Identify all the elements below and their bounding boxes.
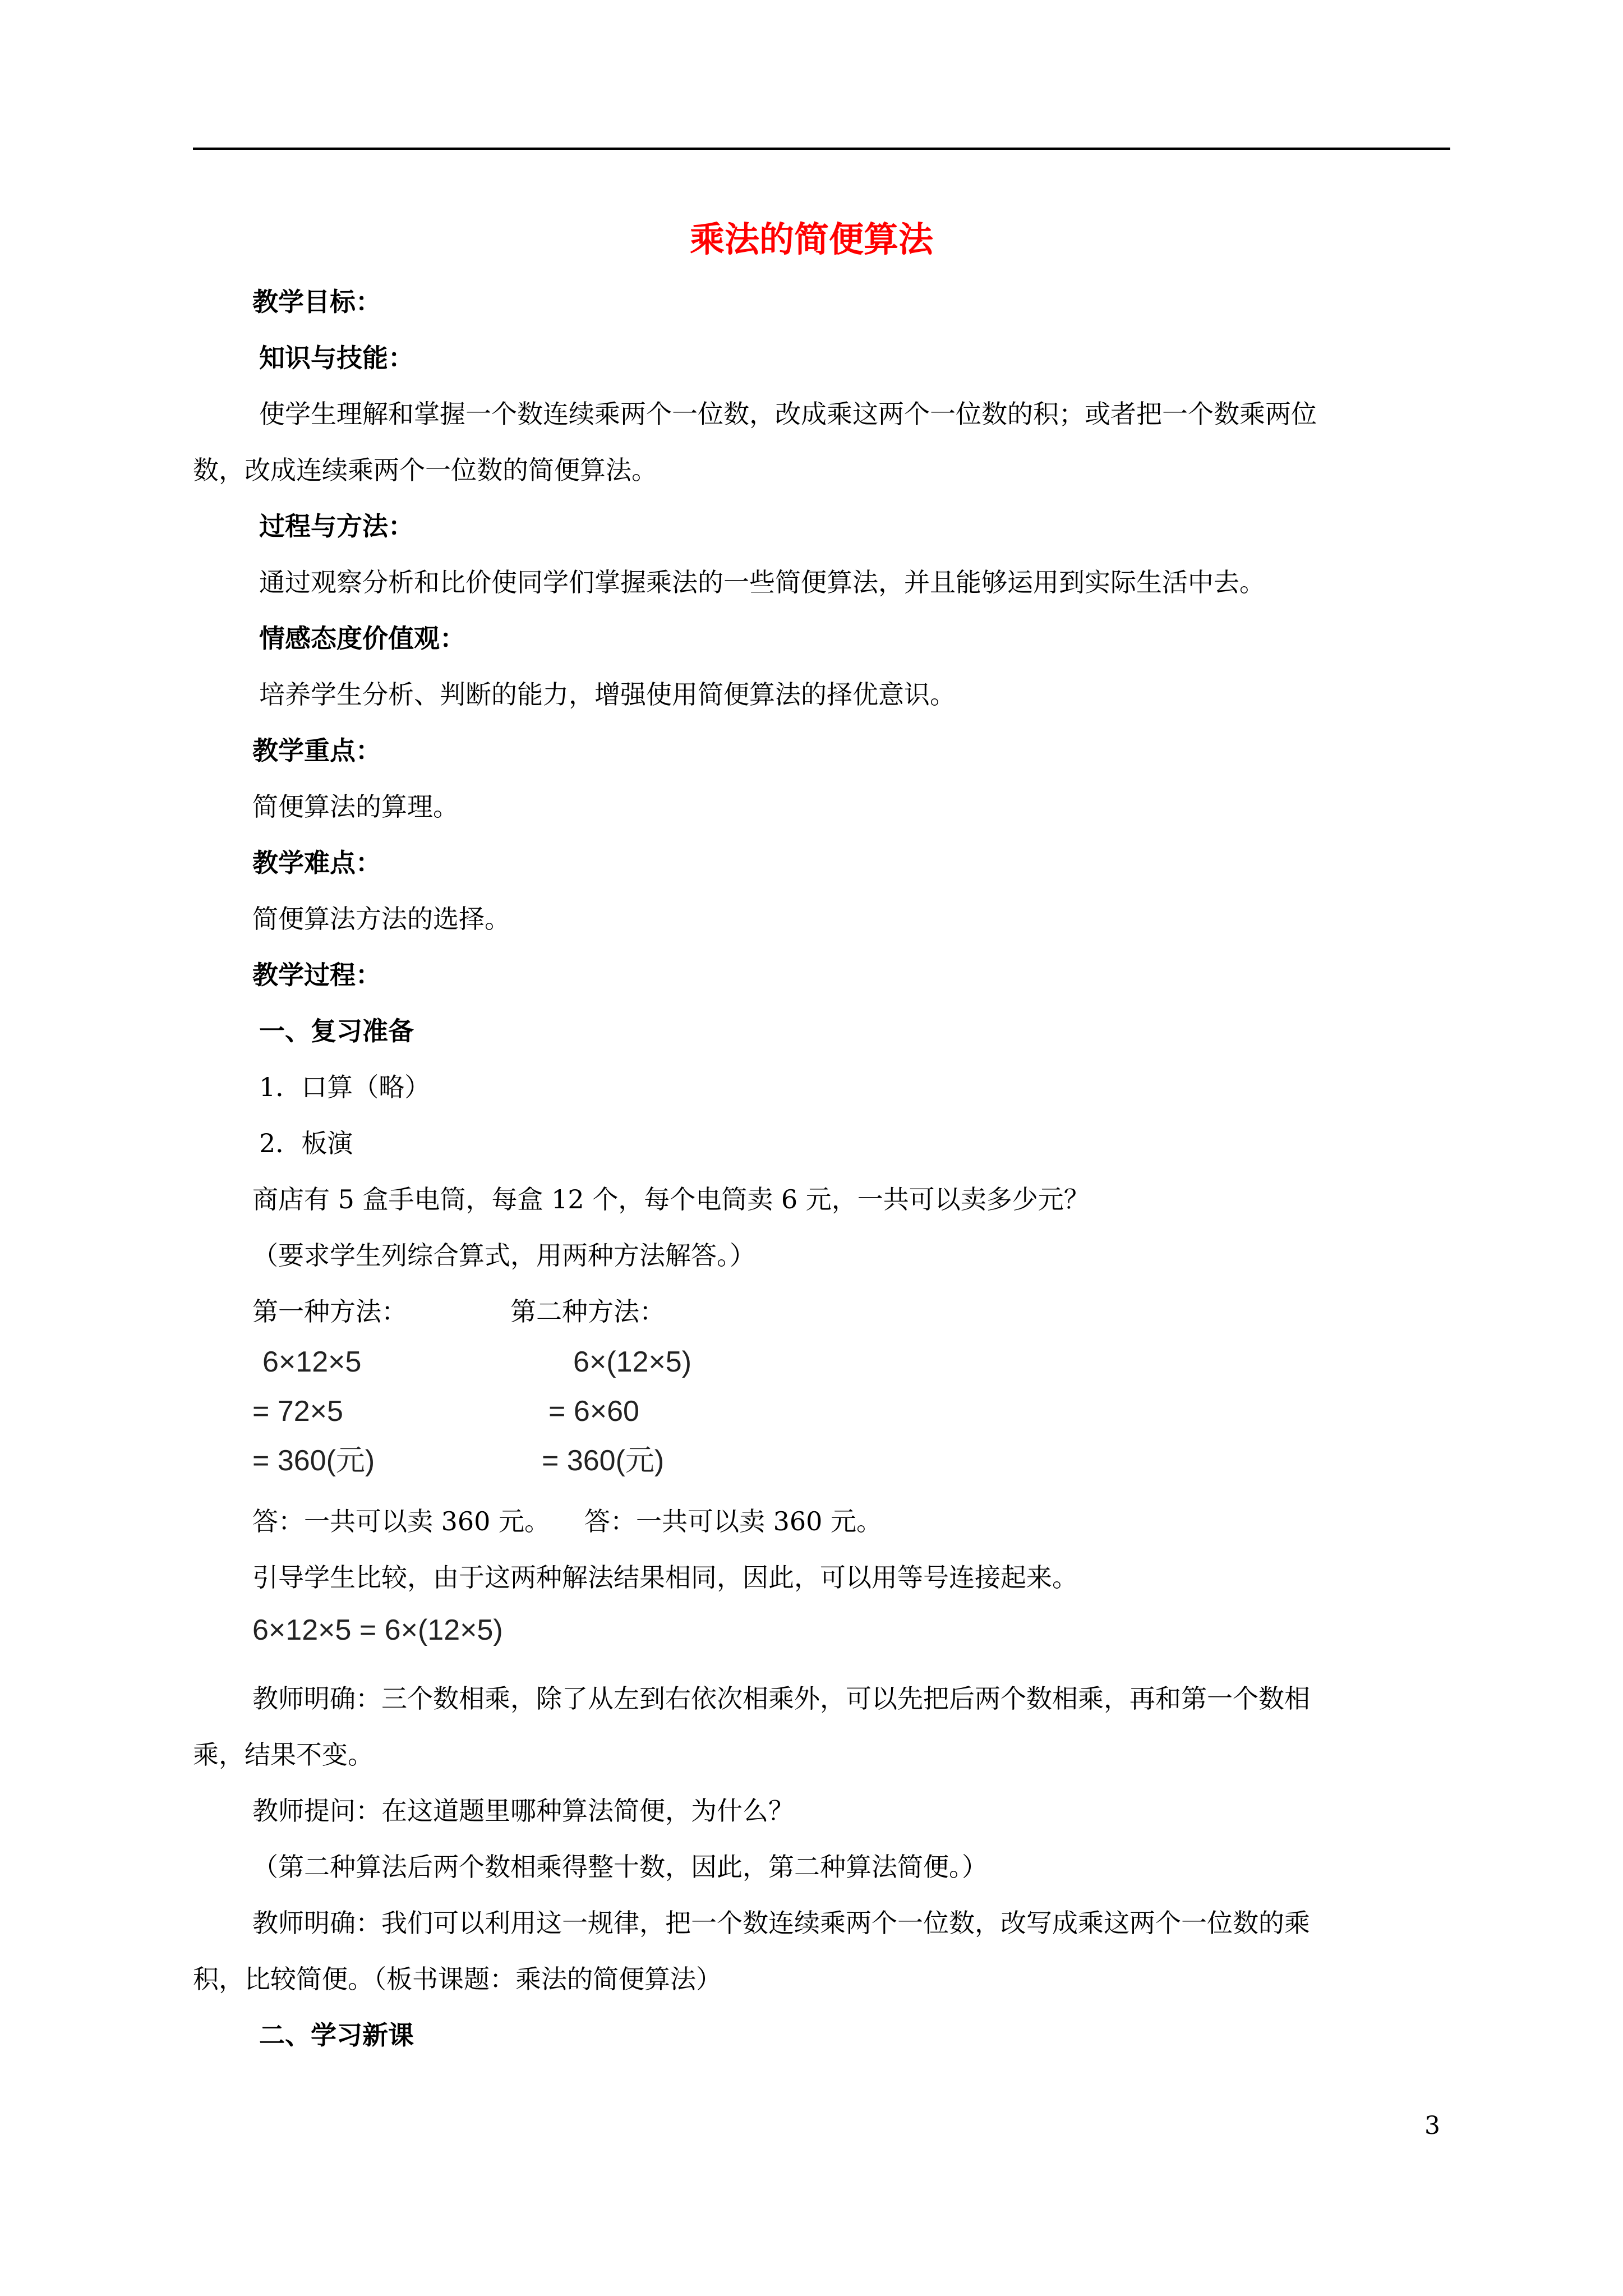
student-answer: （第二种算法后两个数相乘得整十数，因此，第二种算法简便。） [252,1852,988,1882]
teacher-question: 教师提问：在这道题里哪种算法简便，为什么？ [252,1796,794,1826]
knowledge-heading: 知识与技能： [259,343,414,373]
header-rule [193,148,1450,150]
key-point-text: 简便算法的算理。 [252,792,459,822]
difficulty-text: 简便算法方法的选择。 [252,904,510,934]
teaching-goals-heading: 教学目标： [252,287,381,317]
process-steps-heading: 教学过程： [252,960,381,990]
difficulty-heading: 教学难点： [252,848,381,878]
process-text: 通过观察分析和比价使同学们掌握乘法的一些简便算法，并且能够运用到实际生活中去。 [259,567,1265,597]
process-heading: 过程与方法： [259,511,414,541]
knowledge-text-line-2: 数，改成连续乘两个一位数的简便算法。 [193,455,657,485]
document-title: 乘法的简便算法 [689,219,933,260]
problem-text: 商店有 5 盒手电筒，每盒 12 个，每个电筒卖 6 元，一共可以卖多少元？ [252,1184,1090,1214]
section-1-heading: 一、复习准备 [259,1016,414,1046]
compare-text: 引导学生比较，由于这两种解法结果相同，因此，可以用等号连接起来。 [252,1562,1078,1593]
list-item-oral-calculation: 1．口算（略） [259,1072,431,1102]
answer-method-1: 答：一共可以卖 360 元。 [252,1506,551,1536]
section-2-heading: 二、学习新课 [259,2020,414,2050]
knowledge-text-line-1: 使学生理解和掌握一个数连续乘两个一位数，改成乘这两个一位数的积；或者把一个数乘两位 [259,399,1317,429]
teacher-clarify-2-line-1: 教师明确：我们可以利用这一规律，把一个数连续乘两个一位数，改写成乘这两个一位数的乘 [252,1908,1310,1938]
method-1-step-1: 6×12×5 [262,1346,362,1378]
method-2-step-2: = 6×60 [548,1395,639,1428]
requirement-text: （要求学生列综合算式，用两种方法解答。） [252,1240,755,1271]
method-2-step-3: = 360(元) [542,1444,665,1477]
method-2-label: 第二种方法： [510,1296,665,1327]
key-point-heading: 教学重点： [252,735,381,766]
method-1-step-3: = 360(元) [252,1444,375,1477]
page-number: 3 [1424,2111,1440,2140]
emotion-heading: 情感态度价值观： [259,623,465,654]
emotion-text: 培养学生分析、判断的能力，增强使用简便算法的择优意识。 [259,679,956,710]
teacher-clarify-1-line-2: 乘，结果不变。 [193,1740,374,1770]
list-item-board-demo: 2．板演 [259,1128,353,1158]
method-1-label: 第一种方法： [252,1296,407,1327]
method-2-step-1: 6×(12×5) [573,1346,692,1378]
equation: 6×12×5 = 6×(12×5) [252,1614,503,1646]
method-1-step-2: = 72×5 [252,1395,343,1428]
teacher-clarify-1-line-1: 教师明确：三个数相乘，除了从左到右依次相乘外，可以先把后两个数相乘，再和第一个数相 [252,1683,1310,1714]
answer-method-2: 答：一共可以卖 360 元。 [584,1506,883,1536]
teacher-clarify-2-line-2: 积，比较简便。（板书课题：乘法的简便算法） [193,1964,722,1994]
